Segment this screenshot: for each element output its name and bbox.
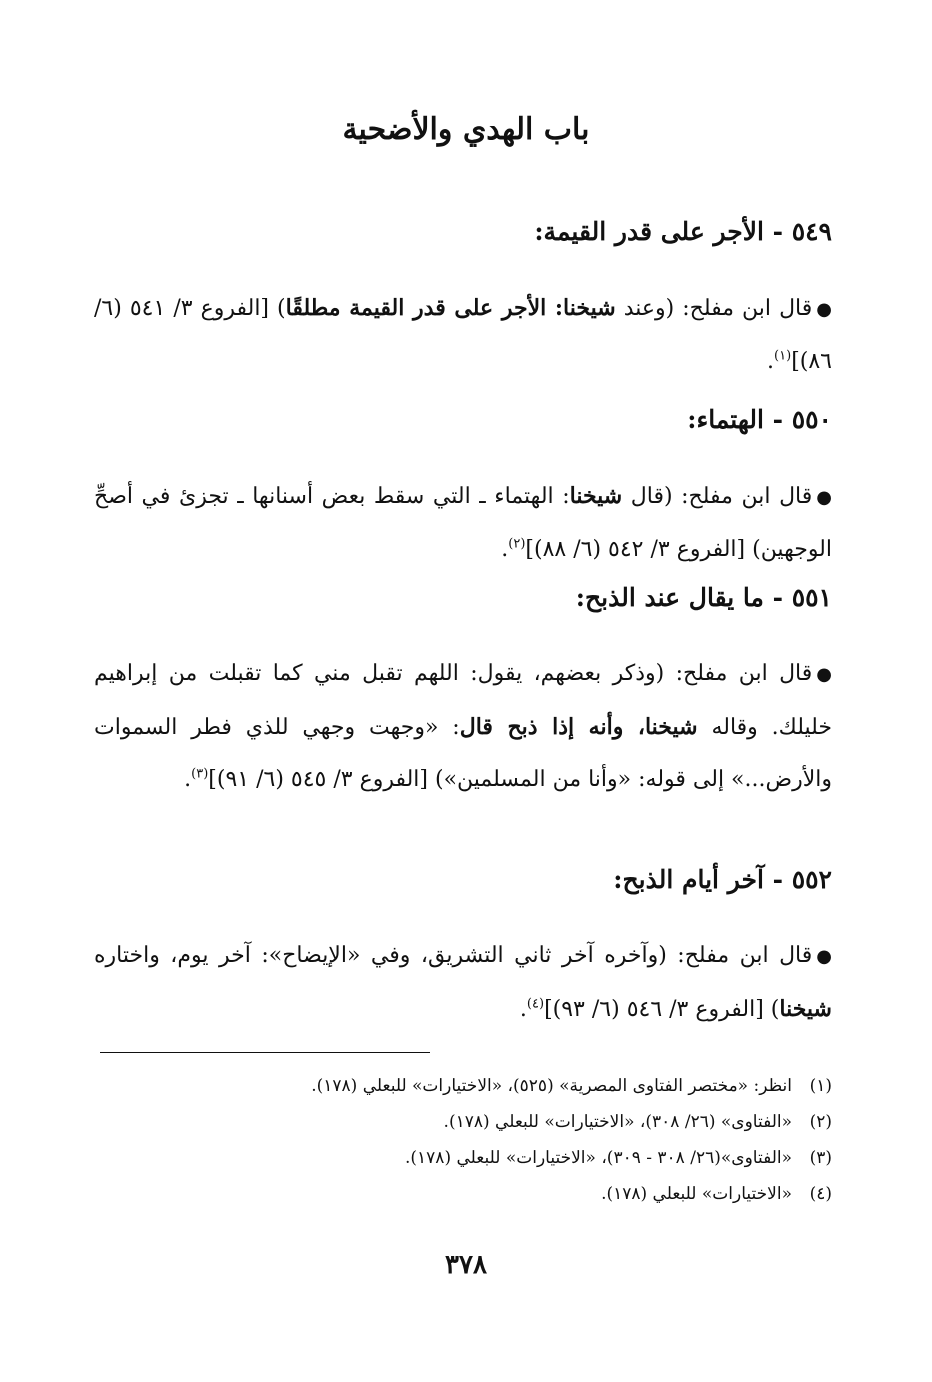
chapter-title: باب الهدي والأضحية [342,112,590,147]
entry-heading: ٥٥٠ - الهتماء: [687,405,832,434]
entry-title: الأجر على قدر القيمة: [534,217,764,246]
footnotes [94,1068,832,1212]
entry-title: آخر أيام الذبح: [613,865,764,894]
bold-text: شيخنا: الأجر على قدر القيمة مطلقًا [285,295,616,321]
footnote-ref: (٤) [526,996,545,1012]
footnote-number: (١) [809,1076,832,1096]
footnote-text: «الفتاوى»(٢٦/ ٣٠٨ - ٣٠٩)، «الاختيارات» للبعلي (١٧٨). [404,1148,792,1168]
bold-text: شيخنا، وأنه إذا ذبح قال [459,714,698,740]
entry-549 [94,212,832,388]
footnote-number: (٤) [809,1184,832,1204]
entry-552 [94,860,832,1036]
page-number: ٣٧٨ [445,1250,487,1280]
entry-title: ما يقال عند الذبح: [575,583,764,612]
bold-text: شيخنا [569,483,623,509]
entry-heading: ٥٥١ - ما يقال عند الذبح: [575,583,832,612]
footnote-number: (٢) [809,1112,832,1132]
footnote-item [94,1140,832,1176]
footnote-ref: (١) [774,348,792,364]
bullet-icon: ● [816,487,832,508]
paragraph-text: قال ابن مفلح: (وذكر بعضهم، يقول: اللهم تقبل مني كما تقبلت من إبراهيم خليلك. وقاله [94,661,833,740]
entry-number: ٥٥٢ [791,865,832,894]
footnote-text: «الفتاوى» (٢٦/ ٣٠٨)، «الاختيارات» للبعلي (١٧٨). [443,1112,792,1132]
footnote-ref: (٣) [191,766,209,782]
entry-550 [94,400,832,576]
footnote-item [94,1068,832,1104]
bullet-icon: ● [816,299,832,320]
entry-551 [94,578,832,806]
footnote-number: (٣) [809,1148,832,1168]
bullet-icon: ● [816,664,832,685]
entry-paragraph [94,648,832,806]
paragraph-end: . [184,767,192,792]
bullet-icon: ● [816,946,832,967]
entry-paragraph [94,470,832,576]
paragraph-text: : «وجهت وجهي للذي فطر السموات والأرض...» إلى قوله: «وأنا من المسلمين») [الفروع ٣/ ٥٤٥ (٦/ ٩١)] [94,715,832,792]
entry-heading: ٥٥٢ - آخر أيام الذبح: [613,865,832,894]
paragraph-end: . [519,997,527,1022]
paragraph-text: قال ابن مفلح: (وعند [615,296,813,321]
paragraph-text: : الهتماء ـ التي سقط بعض أسنانها ـ تجزئ في أصحِّ الوجهين) [الفروع ٣/ ٥٤٢ (٦/ ٨٨)] [94,484,832,562]
entry-number: ٥٤٩ [791,217,832,246]
paragraph-text: ) [الفروع ٣/ ٥٤٦ (٦/ ٩٣)] [544,997,780,1022]
paragraph-text: ) [الفروع ٣/ ٥٤١ (٦/ ٨٦)] [94,296,832,374]
paragraph-text: قال ابن مفلح: (قال [622,484,813,509]
footnote-item [94,1176,832,1212]
entry-number: ٥٥١ [791,583,832,612]
footnote-item [94,1104,832,1140]
paragraph-end: . [767,349,775,374]
footnote-ref: (٢) [508,536,526,552]
paragraph-text: قال ابن مفلح: (وآخره آخر ثاني التشريق، وفي «الإيضاح»: آخر يوم، واختاره [94,943,813,968]
paragraph-end: . [501,537,509,562]
bold-text: شيخنا [779,996,832,1022]
entry-paragraph [94,282,832,388]
entry-heading: ٥٤٩ - الأجر على قدر القيمة: [534,217,832,246]
entry-paragraph [94,930,832,1036]
footnote-text: انظر: «مختصر الفتاوى المصرية» (٥٢٥)، «الاختيارات» للبعلي (١٧٨). [311,1076,792,1096]
entry-title: الهتماء: [687,405,764,434]
entry-number: ٥٥٠ [791,405,832,434]
footnote-divider [100,1052,430,1053]
footnote-text: «الاختيارات» للبعلي (١٧٨). [601,1184,792,1204]
